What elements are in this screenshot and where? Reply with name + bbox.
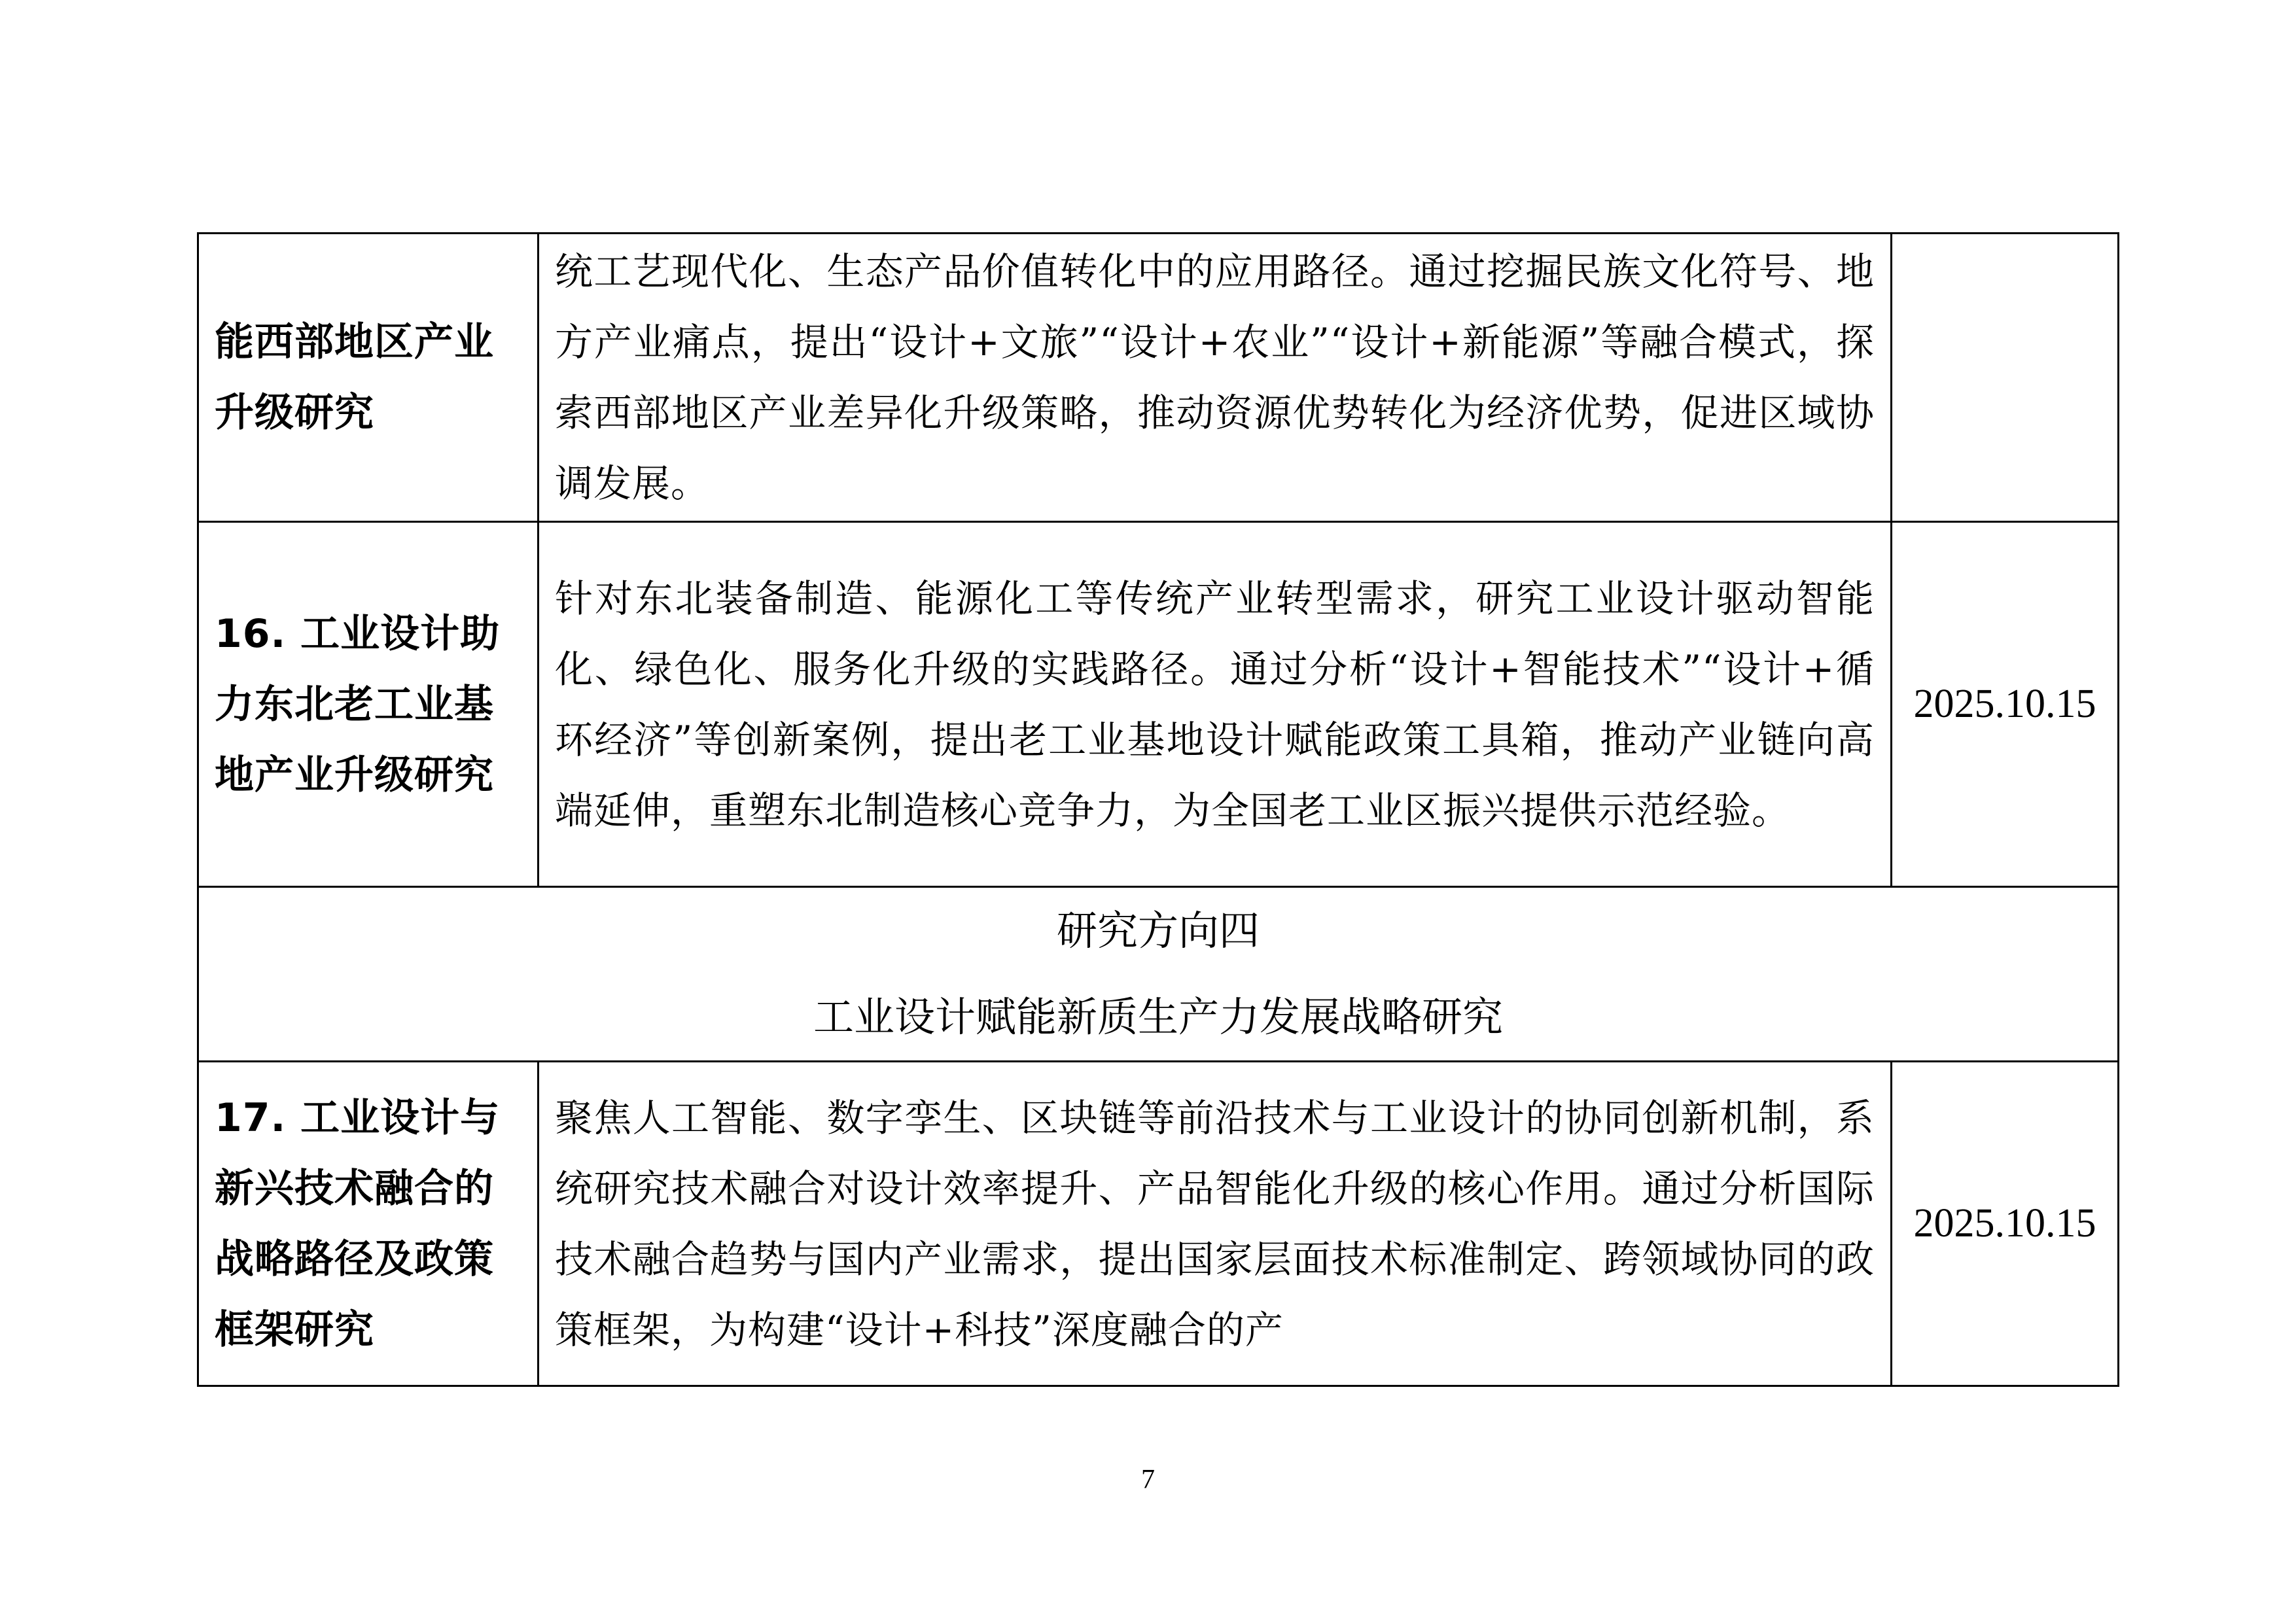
topic-title: 17. 工业设计与新兴技术融合的战略路径及政策框架研究 [215, 1094, 501, 1353]
topic-title: 16. 工业设计助力东北老工业基地产业升级研究 [215, 610, 501, 798]
table-row [198, 522, 2119, 887]
content-cell [539, 1062, 1892, 1386]
section-title: 工业设计赋能新质生产力发展战略研究 [813, 993, 1503, 1041]
table-row [198, 234, 2119, 522]
deadline-date: 2025.10.15 [1913, 1201, 2096, 1246]
topic-description: 统工艺现代化、生态产品价值转化中的应用路径。通过挖掘民族文化符号、地方产业痛点，提出“设计+文旅”“设计+农业”“设计+新能源”等融合模式，探索西部地区产业差异化升级策略，推动资源优势转化为经济优势，促进区域协调发展。 [555, 249, 1875, 506]
topic-cell [198, 1062, 539, 1386]
date-cell [1892, 522, 2119, 887]
topic-description: 针对东北装备制造、能源化工等传统产业转型需求，研究工业设计驱动智能化、绿色化、服务化升级的实践路径。通过分析“设计+智能技术”“设计+循环经济”等创新案例，提出老工业基地设计赋能政策工具箱，推动产业链向高端延伸，重塑东北制造核心竞争力，为全国老工业区振兴提供示范经验。 [555, 576, 1875, 833]
topic-cell [198, 522, 539, 887]
table-row [198, 1062, 2119, 1386]
deadline-date: 2025.10.15 [1913, 682, 2096, 726]
research-topics-table [197, 232, 2119, 1387]
content-cell [539, 234, 1892, 522]
section-label: 研究方向四 [1056, 907, 1260, 954]
topic-cell [198, 234, 539, 522]
topic-description: 聚焦人工智能、数字孪生、区块链等前沿技术与工业设计的协同创新机制，系统研究技术融合对设计效率提升、产品智能化升级的核心作用。通过分析国际技术融合趋势与国内产业需求，提出国家层面技术标准制定、跨领域协同的政策框架，为构建“设计+科技”深度融合的产 [555, 1095, 1875, 1352]
date-cell [1892, 1062, 2119, 1386]
content-cell [539, 522, 1892, 887]
date-cell [1892, 234, 2119, 522]
section-header-cell [198, 887, 2119, 1062]
topic-title: 能西部地区产业升级研究 [215, 319, 494, 436]
section-header-row [198, 887, 2119, 1062]
page-number: 7 [1141, 1465, 1155, 1495]
